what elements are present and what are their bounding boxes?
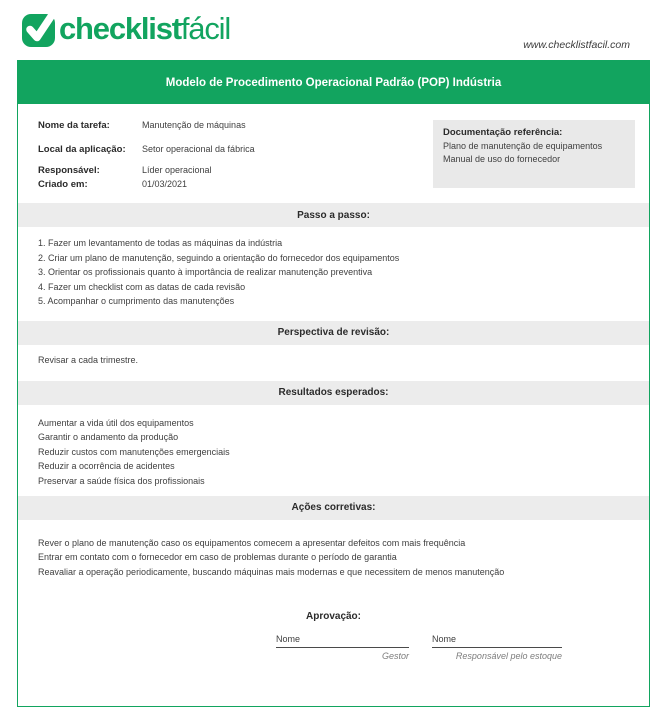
field-label: Local da aplicação: xyxy=(38,144,126,155)
reference-item: Plano de manutenção de equipamentos xyxy=(443,141,603,151)
document-page xyxy=(17,60,650,707)
step-line: 5. Acompanhar o cumprimento das manutenções xyxy=(38,296,235,307)
section-heading-resultados-esperados: Resultados esperados: xyxy=(18,381,649,405)
section-heading-perspectiva-de-revisao: Perspectiva de revisão: xyxy=(18,321,649,345)
section-body-resultados-esperados xyxy=(18,405,649,496)
step-line: 4. Fazer um checklist com as datas de cada revisão xyxy=(38,281,246,292)
document-title-bar: Modelo de Procedimento Operacional Padrão (POP) Indústria xyxy=(18,61,649,104)
signature-field-gestor xyxy=(276,634,409,661)
info-block xyxy=(18,104,649,203)
field-label: Nome da tarefa: xyxy=(38,120,110,131)
body-line: Reduzir a ocorrência de acidentes xyxy=(38,461,175,472)
body-line: Aumentar a vida útil dos equipamentos xyxy=(38,417,194,428)
field-value: Líder operacional xyxy=(142,165,212,175)
body-line: Entrar em contato com o fornecedor em caso de problemas durante o período de garantia xyxy=(38,552,397,563)
body-line: Revisar a cada trimestre. xyxy=(38,354,139,365)
signature-name-label: Nome xyxy=(276,634,409,648)
body-line: Reavaliar a operação periodicamente, buscando máquinas mais modernas e que necessitem de menos manutenção xyxy=(38,566,505,577)
signature-role-caption: Responsável pelo estoque xyxy=(455,650,562,661)
signature-field-responsavel-estoque xyxy=(432,634,562,661)
step-line: 1. Fazer um levantamento de todas as máquinas da indústria xyxy=(38,238,283,248)
field-local-da-aplicacao xyxy=(38,144,255,155)
field-responsavel xyxy=(38,165,255,176)
body-line: Preservar a saúde física dos profissionais xyxy=(38,475,205,486)
logo-text-bold: checklist xyxy=(59,11,181,46)
signature-name-label: Nome xyxy=(432,634,562,648)
reference-documentation-box xyxy=(433,120,635,188)
logo-text-light: fácil xyxy=(180,11,231,46)
field-value: Setor operacional da fábrica xyxy=(142,144,255,154)
field-label: Criado em: xyxy=(38,179,88,190)
signature-row xyxy=(276,634,649,661)
section-body-acoes-corretivas xyxy=(18,520,649,581)
field-label: Responsável: xyxy=(38,165,100,176)
reference-item: Manual de uso do fornecedor xyxy=(443,154,561,164)
approval-heading: Aprovação: xyxy=(305,610,361,622)
body-line: Rever o plano de manutenção caso os equipamentos comecem a apresentar defeitos com mais frequência xyxy=(38,537,466,548)
field-value: Manutenção de máquinas xyxy=(142,120,246,130)
section-body-passo-a-passo xyxy=(18,227,649,321)
field-criado-em xyxy=(38,179,255,190)
section-heading-passo-a-passo: Passo a passo: xyxy=(18,203,649,227)
info-fields xyxy=(38,120,255,190)
website-url: www.checklistfacil.com xyxy=(523,39,630,51)
field-value: 01/03/2021 xyxy=(142,179,188,189)
signature-role-caption: Gestor xyxy=(381,650,409,661)
body-line: Garantir o andamento da produção xyxy=(38,432,179,443)
section-heading-acoes-corretivas: Ações corretivas: xyxy=(18,496,649,520)
reference-title: Documentação referência: xyxy=(443,127,563,138)
logo-wordmark xyxy=(59,13,230,44)
section-body-perspectiva-de-revisao xyxy=(18,345,649,381)
step-line: 2. Criar um plano de manutenção, seguindo a orientação do fornecedor dos equipamentos xyxy=(38,252,400,263)
brand-logo xyxy=(21,9,230,48)
body-line: Reduzir custos com manutenções emergenciais xyxy=(38,446,230,457)
step-line: 3. Orientar os profissionais quanto à importância de realizar manutenção preventiva xyxy=(38,267,373,278)
field-nome-da-tarefa xyxy=(38,120,255,131)
checkmark-logo-icon xyxy=(21,9,57,48)
